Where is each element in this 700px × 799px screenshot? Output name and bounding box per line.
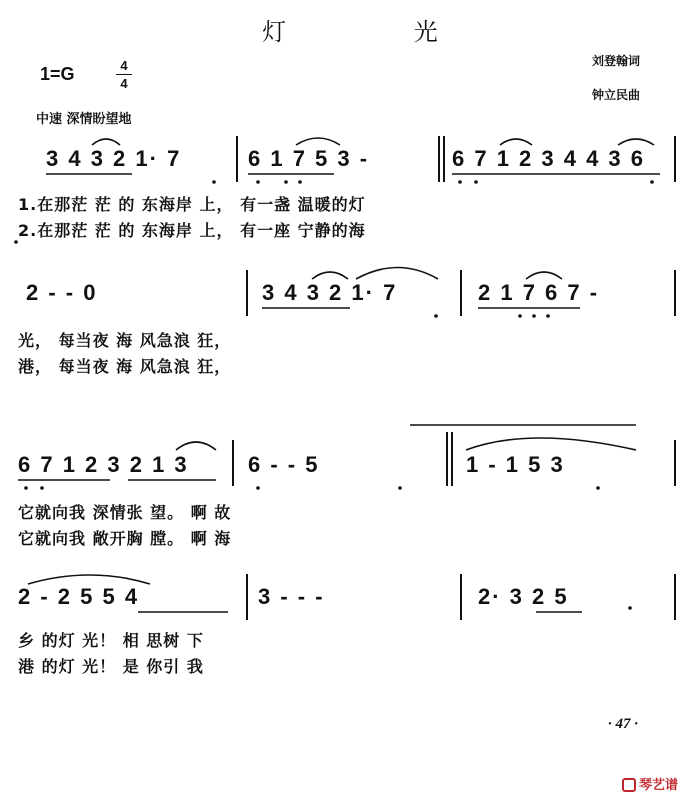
octave-dot [532, 314, 536, 318]
octave-dot [434, 314, 438, 318]
lyrics-verse1-row2: 光， 每当夜 海 风急浪 狂， [18, 331, 232, 350]
measure-1-3: 6 7 1 2 3 4 4 3 6 [452, 146, 646, 171]
slur [466, 438, 636, 450]
slur [296, 138, 340, 145]
slur [618, 139, 654, 145]
slur [312, 272, 348, 279]
octave-dot [650, 180, 654, 184]
octave-dot [40, 486, 44, 490]
lyrics-verse2-row2: 港， 每当夜 海 风急浪 狂， [18, 357, 232, 376]
octave-dot [256, 486, 260, 490]
octave-dot [284, 180, 288, 184]
octave-dot [24, 486, 28, 490]
lyrics-verse1-row3: 它就向我 深情张 望。 啊 故 [18, 503, 232, 522]
octave-dot [474, 180, 478, 184]
measure-1-2: 6 1 7 5 3 - [248, 146, 370, 171]
tempo-marking: 中速 深情盼望地 [36, 112, 132, 127]
song-title: 灯 光 [262, 18, 498, 46]
slur [28, 575, 150, 584]
octave-dot [212, 180, 216, 184]
octave-dot [518, 314, 522, 318]
slur [356, 268, 438, 280]
slur [500, 139, 532, 145]
measure-4-1: 2 - 2 5 5 4 [18, 584, 140, 609]
page-number: · 47 · [608, 716, 638, 732]
measure-4-2: 3 - - - [258, 584, 325, 609]
verse-dot [14, 240, 18, 244]
slur [176, 442, 216, 450]
lyricist-credit: 刘登翰词 [592, 54, 641, 68]
measure-2-3: 2 1 7 6 7 - [478, 280, 600, 305]
time-signature-bottom: 4 [120, 76, 128, 91]
measure-2-2: 3 4 3 2 1· 7 [262, 280, 398, 305]
logo-icon [622, 778, 636, 792]
measure-1-1: 3 4 3 2 1· 7 [46, 146, 182, 171]
octave-dot [256, 180, 260, 184]
slur [526, 272, 562, 279]
time-signature-top: 4 [120, 58, 128, 73]
measure-3-2: 6 - - 5 [248, 452, 320, 477]
measure-2-1: 2 - - 0 [26, 280, 98, 305]
site-watermark: 琴艺谱 [622, 774, 678, 793]
lyrics-verse1-row1: 1.在那茫 茫 的 东海岸 上， 有一盏 温暖的灯 [18, 195, 366, 214]
measure-3-1: 6 7 1 2 3 2 1 3 [18, 452, 189, 477]
slur [92, 139, 120, 145]
measure-4-3: 2· 3 2 5 [478, 584, 569, 609]
measure-3-3: 1 - 1 5 3 [466, 452, 565, 477]
lyrics-verse1-row4: 乡 的灯 光！ 相 思树 下 [18, 631, 204, 650]
octave-dot [398, 486, 402, 490]
octave-dot [298, 180, 302, 184]
octave-dot [628, 606, 632, 610]
lyrics-verse2-row3: 它就向我 敞开胸 膛。 啊 海 [18, 529, 232, 548]
octave-dot [546, 314, 550, 318]
lyrics-verse2-row1: 2.在那茫 茫 的 东海岸 上， 有一座 宁静的海 [18, 221, 366, 240]
octave-dot [596, 486, 600, 490]
key-signature: 1=G [40, 64, 75, 84]
composer-credit: 钟立民曲 [592, 88, 641, 102]
octave-dot [458, 180, 462, 184]
lyrics-verse2-row4: 港 的灯 光！ 是 你引 我 [18, 657, 204, 676]
